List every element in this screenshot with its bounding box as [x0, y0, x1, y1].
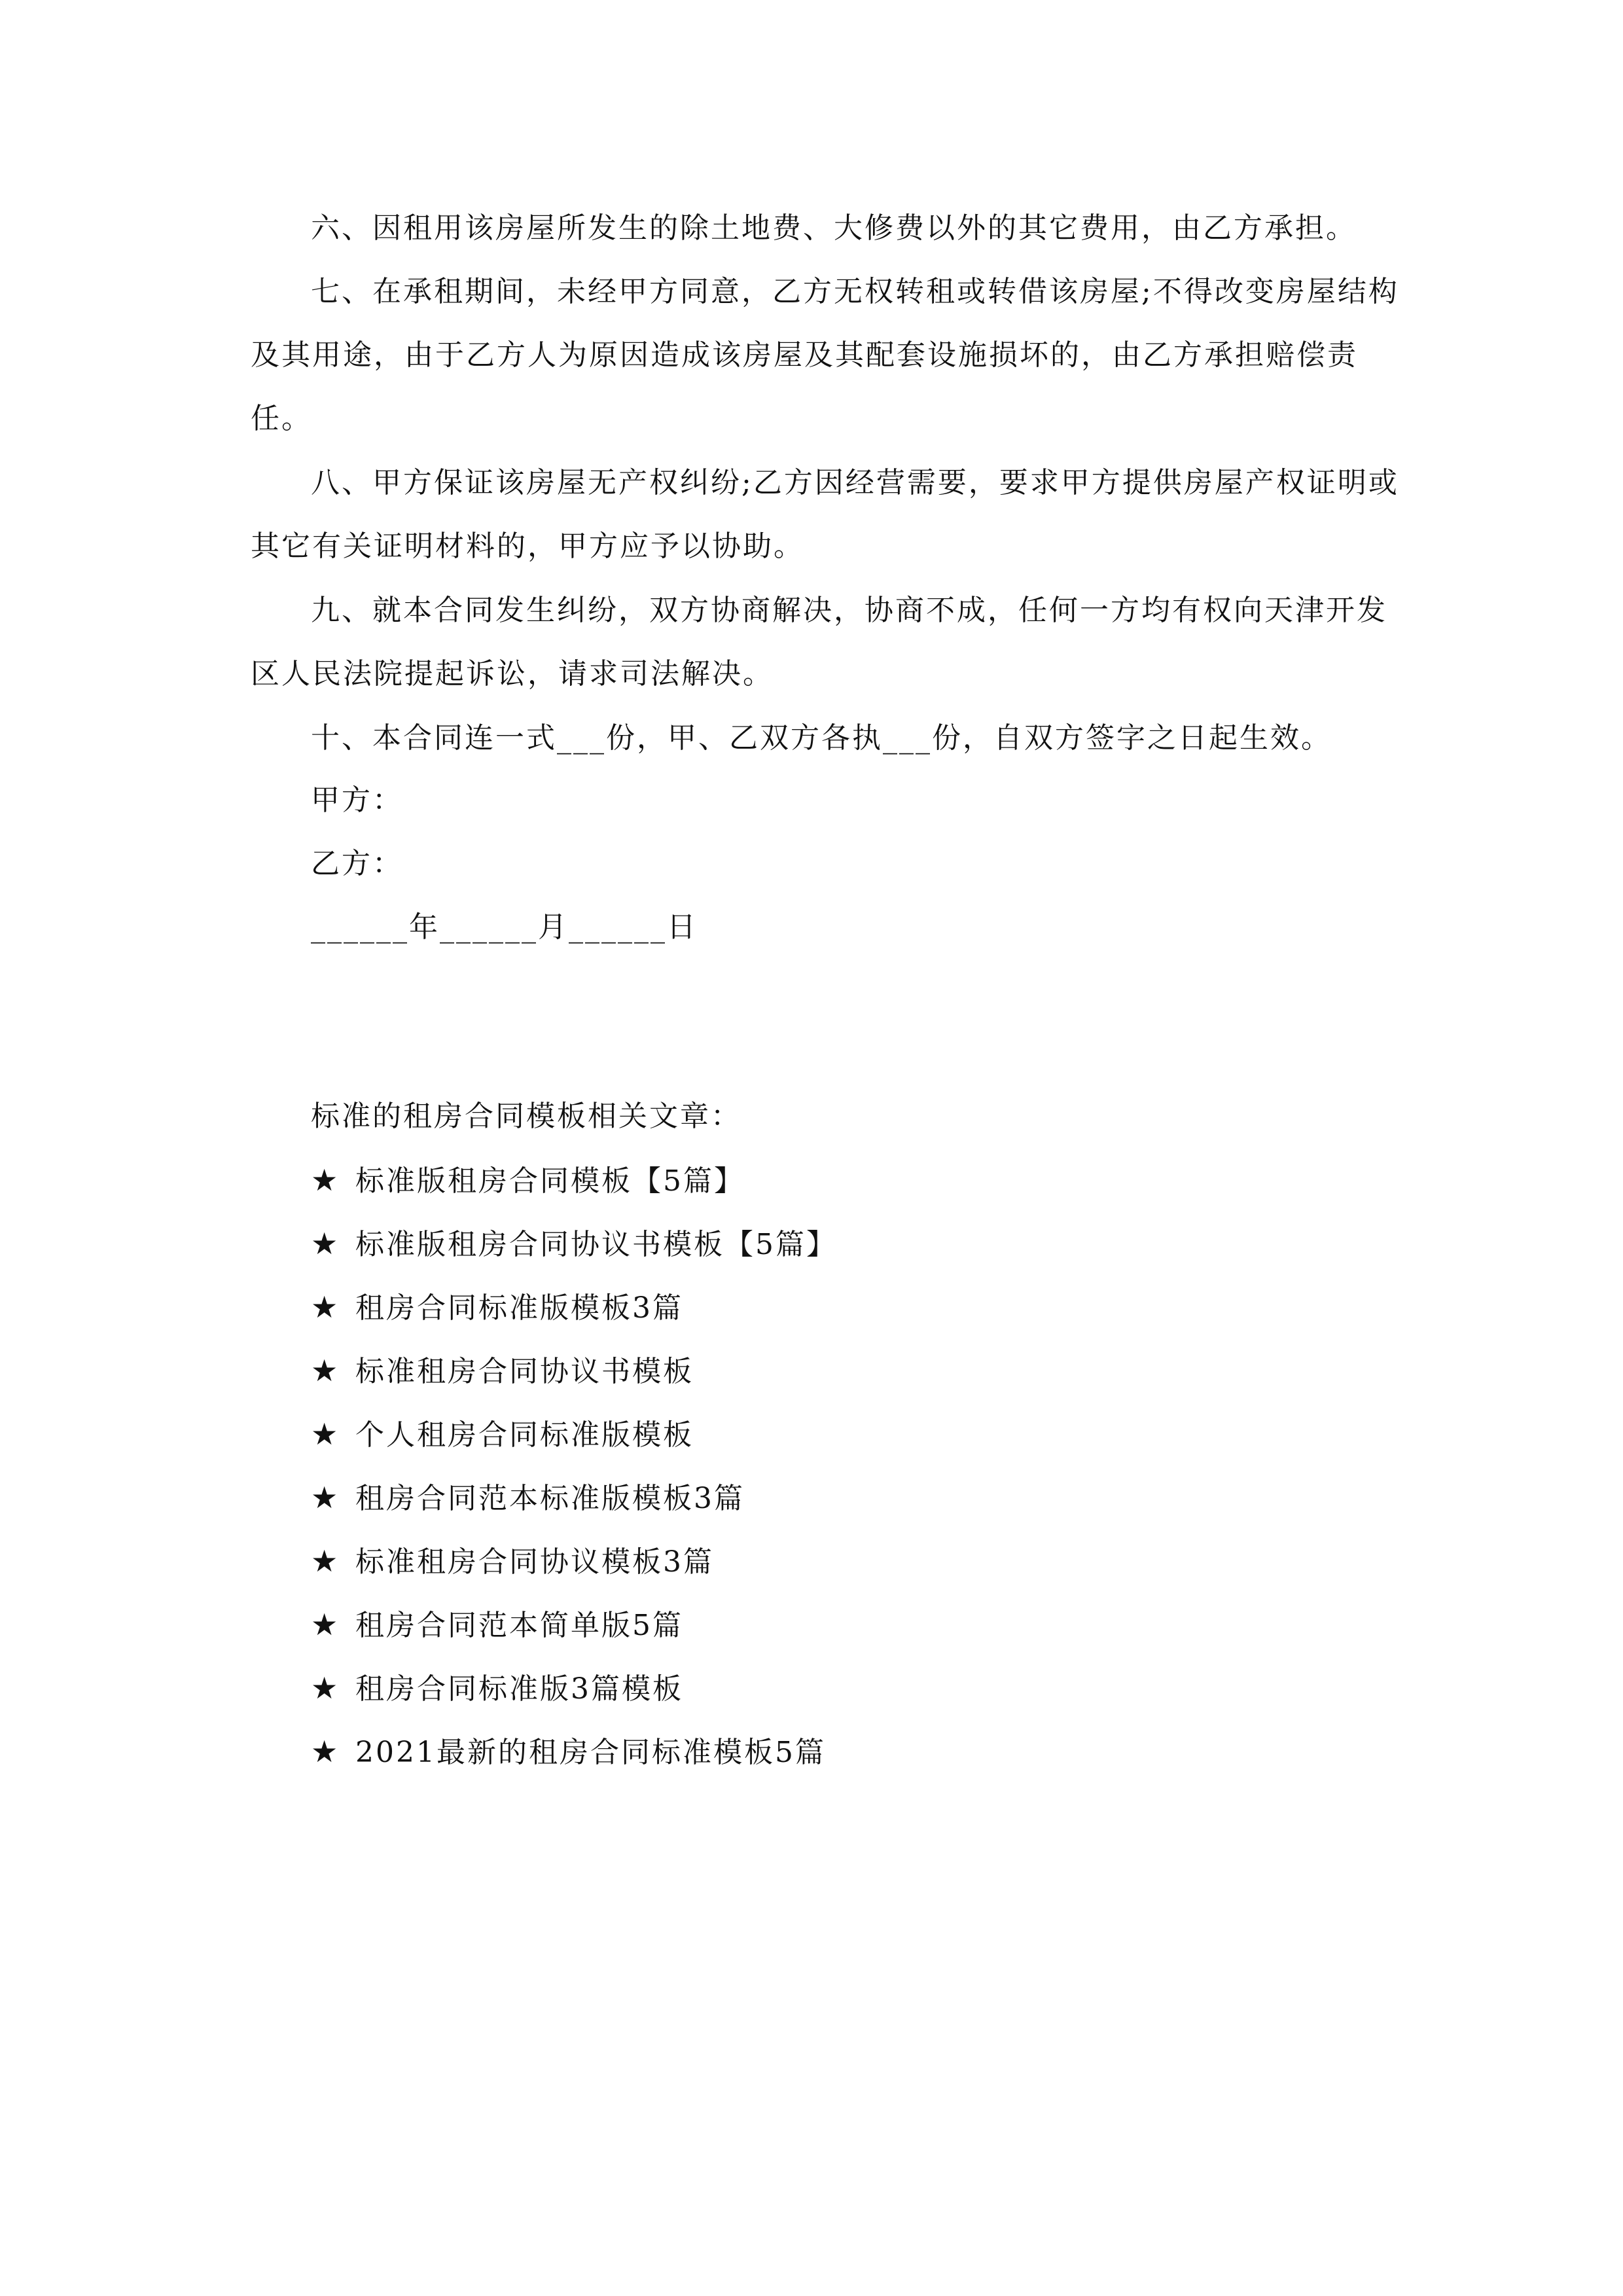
clause-7: 七、在承租期间，未经甲方同意，乙方无权转租或转借该房屋;不得改变房屋结构及其用途，由于乙方人为原因造成该房屋及其配套设施损坏的，由乙方承担赔偿责任。	[251, 275, 1399, 435]
related-article-link[interactable]: ★ 个人租房合同标准版模板	[311, 1414, 694, 1455]
party-b-signature: 乙方：	[311, 847, 403, 880]
star-icon: ★	[311, 1670, 340, 1706]
clause-10: 十、本合同连一式___份，甲、乙双方各执___份，自双方签字之日起生效。	[311, 721, 1332, 755]
star-icon: ★	[311, 1543, 340, 1579]
related-article-link[interactable]: ★ 租房合同标准版模板3篇	[311, 1287, 683, 1328]
related-article-link[interactable]: ★ 租房合同范本标准版模板3篇	[311, 1478, 745, 1518]
star-icon: ★	[311, 1607, 340, 1642]
star-icon: ★	[311, 1416, 340, 1452]
related-article-link[interactable]: ★ 租房合同范本简单版5篇	[311, 1605, 683, 1645]
related-article-link[interactable]: ★ 标准版租房合同模板【5篇】	[311, 1160, 745, 1201]
related-article-link[interactable]: ★ 标准租房合同协议模板3篇	[311, 1541, 714, 1582]
related-article-link[interactable]: ★ 标准版租房合同协议书模板【5篇】	[311, 1224, 837, 1265]
related-articles-heading: 标准的租房合同模板相关文章：	[311, 1100, 741, 1133]
star-icon: ★	[311, 1353, 340, 1388]
related-article-link[interactable]: ★ 租房合同标准版3篇模板	[311, 1668, 683, 1709]
star-icon: ★	[311, 1226, 340, 1261]
related-article-link[interactable]: ★ 2021最新的租房合同标准模板5篇	[311, 1732, 826, 1772]
star-icon: ★	[311, 1480, 340, 1515]
party-a-signature: 甲方：	[311, 783, 403, 817]
star-icon: ★	[311, 1162, 340, 1198]
clause-8: 八、甲方保证该房屋无产权纠纷;乙方因经营需要，要求甲方提供房屋产权证明或其它有关证明材料的，甲方应予以协助。	[251, 466, 1399, 563]
clause-9: 九、就本合同发生纠纷，双方协商解决，协商不成，任何一方均有权向天津开发区人民法院提起诉讼，请求司法解决。	[251, 594, 1387, 691]
clause-6: 六、因租用该房屋所发生的除土地费、大修费以外的其它费用，由乙方承担。	[311, 211, 1357, 245]
star-icon: ★	[311, 1734, 340, 1769]
signature-date: ______年______月______日	[311, 910, 698, 944]
related-article-link[interactable]: ★ 标准租房合同协议书模板	[311, 1351, 694, 1391]
star-icon: ★	[311, 1289, 340, 1325]
